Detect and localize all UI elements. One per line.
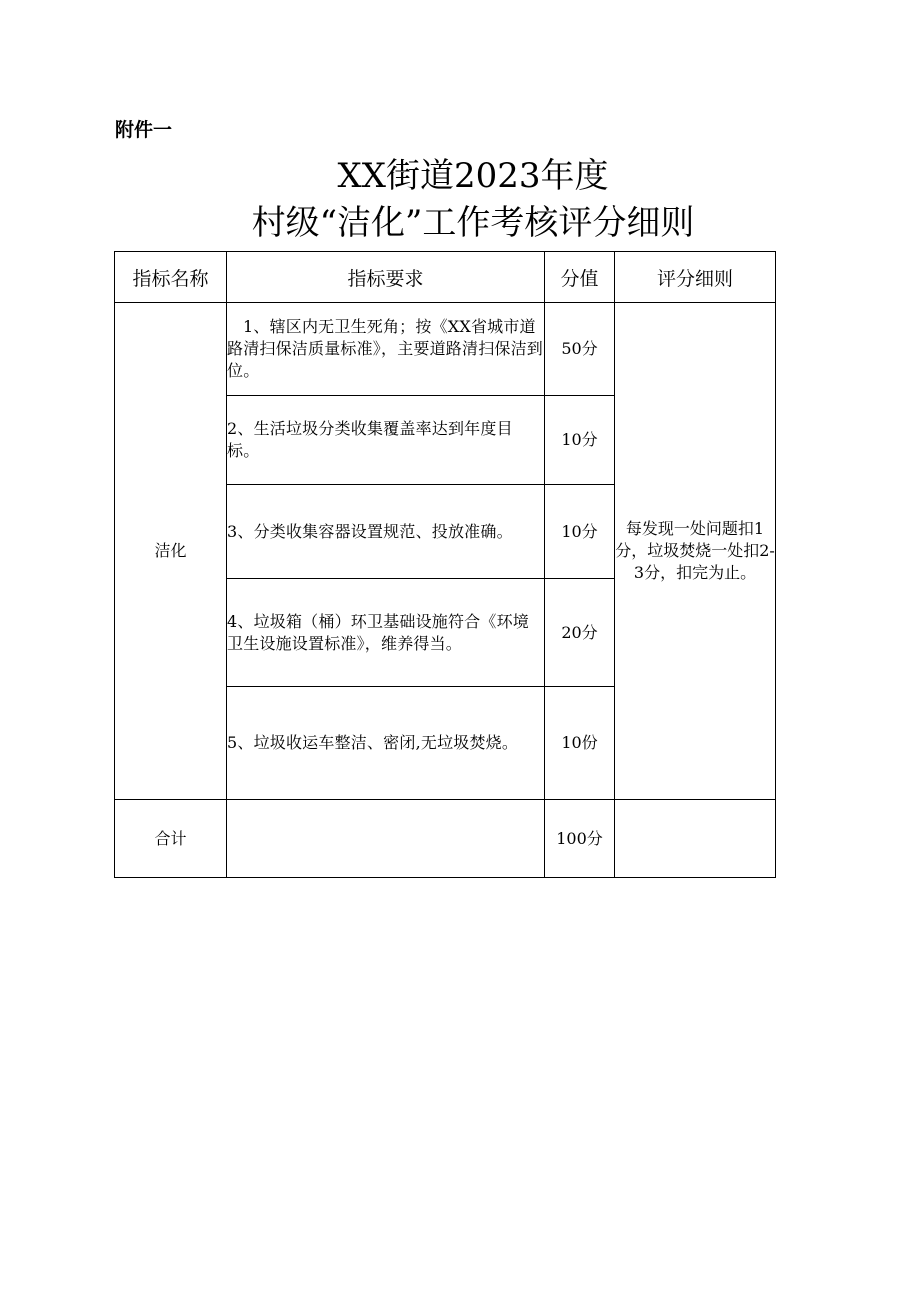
table-header-row <box>115 252 776 303</box>
requirement-cell: 5、垃圾收运车整洁、密闭,无垃圾焚烧。 <box>227 687 545 800</box>
requirement-cell: 4、垃圾箱（桶）环卫基础设施符合《环境卫生设施设置标准》，维养得当。 <box>227 579 545 687</box>
column-header-score: 分值 <box>545 252 615 303</box>
requirement-cell <box>227 303 545 396</box>
total-row <box>115 800 776 878</box>
document-title-line2: 村级“洁化”工作考核评分细则 <box>251 203 695 243</box>
score-cell: 10分 <box>545 485 615 579</box>
column-header-requirement: 指标要求 <box>227 252 545 303</box>
column-header-indicator-name: 指标名称 <box>115 252 227 303</box>
table-row <box>115 303 776 396</box>
requirement-text: 1、辖区内无卫生死角；按《XX省城市道路清扫保洁质量标准》，主要道路清扫保洁到位。 <box>227 317 544 380</box>
score-cell: 50分 <box>545 303 615 396</box>
requirement-cell: 3、分类收集容器设置规范、投放准确。 <box>227 485 545 579</box>
attachment-label: 附件一 <box>115 119 173 141</box>
requirement-cell: 2、生活垃圾分类收集覆盖率达到年度目标。 <box>227 396 545 485</box>
scoring-rule-cell: 每发现一处问题扣1分，垃圾焚烧一处扣2-3分，扣完为止。 <box>615 303 776 800</box>
document-title-line1: XX街道2023年度 <box>337 156 609 196</box>
score-cell: 20分 <box>545 579 615 687</box>
category-cell: 洁化 <box>115 303 227 800</box>
score-cell: 10分 <box>545 396 615 485</box>
total-rule-cell <box>615 800 776 878</box>
scoring-table <box>114 251 776 878</box>
total-requirement-cell <box>227 800 545 878</box>
column-header-scoring-rule: 评分细则 <box>615 252 776 303</box>
score-cell: 10份 <box>545 687 615 800</box>
total-label: 合计 <box>115 800 227 878</box>
total-score: 100分 <box>545 800 615 878</box>
